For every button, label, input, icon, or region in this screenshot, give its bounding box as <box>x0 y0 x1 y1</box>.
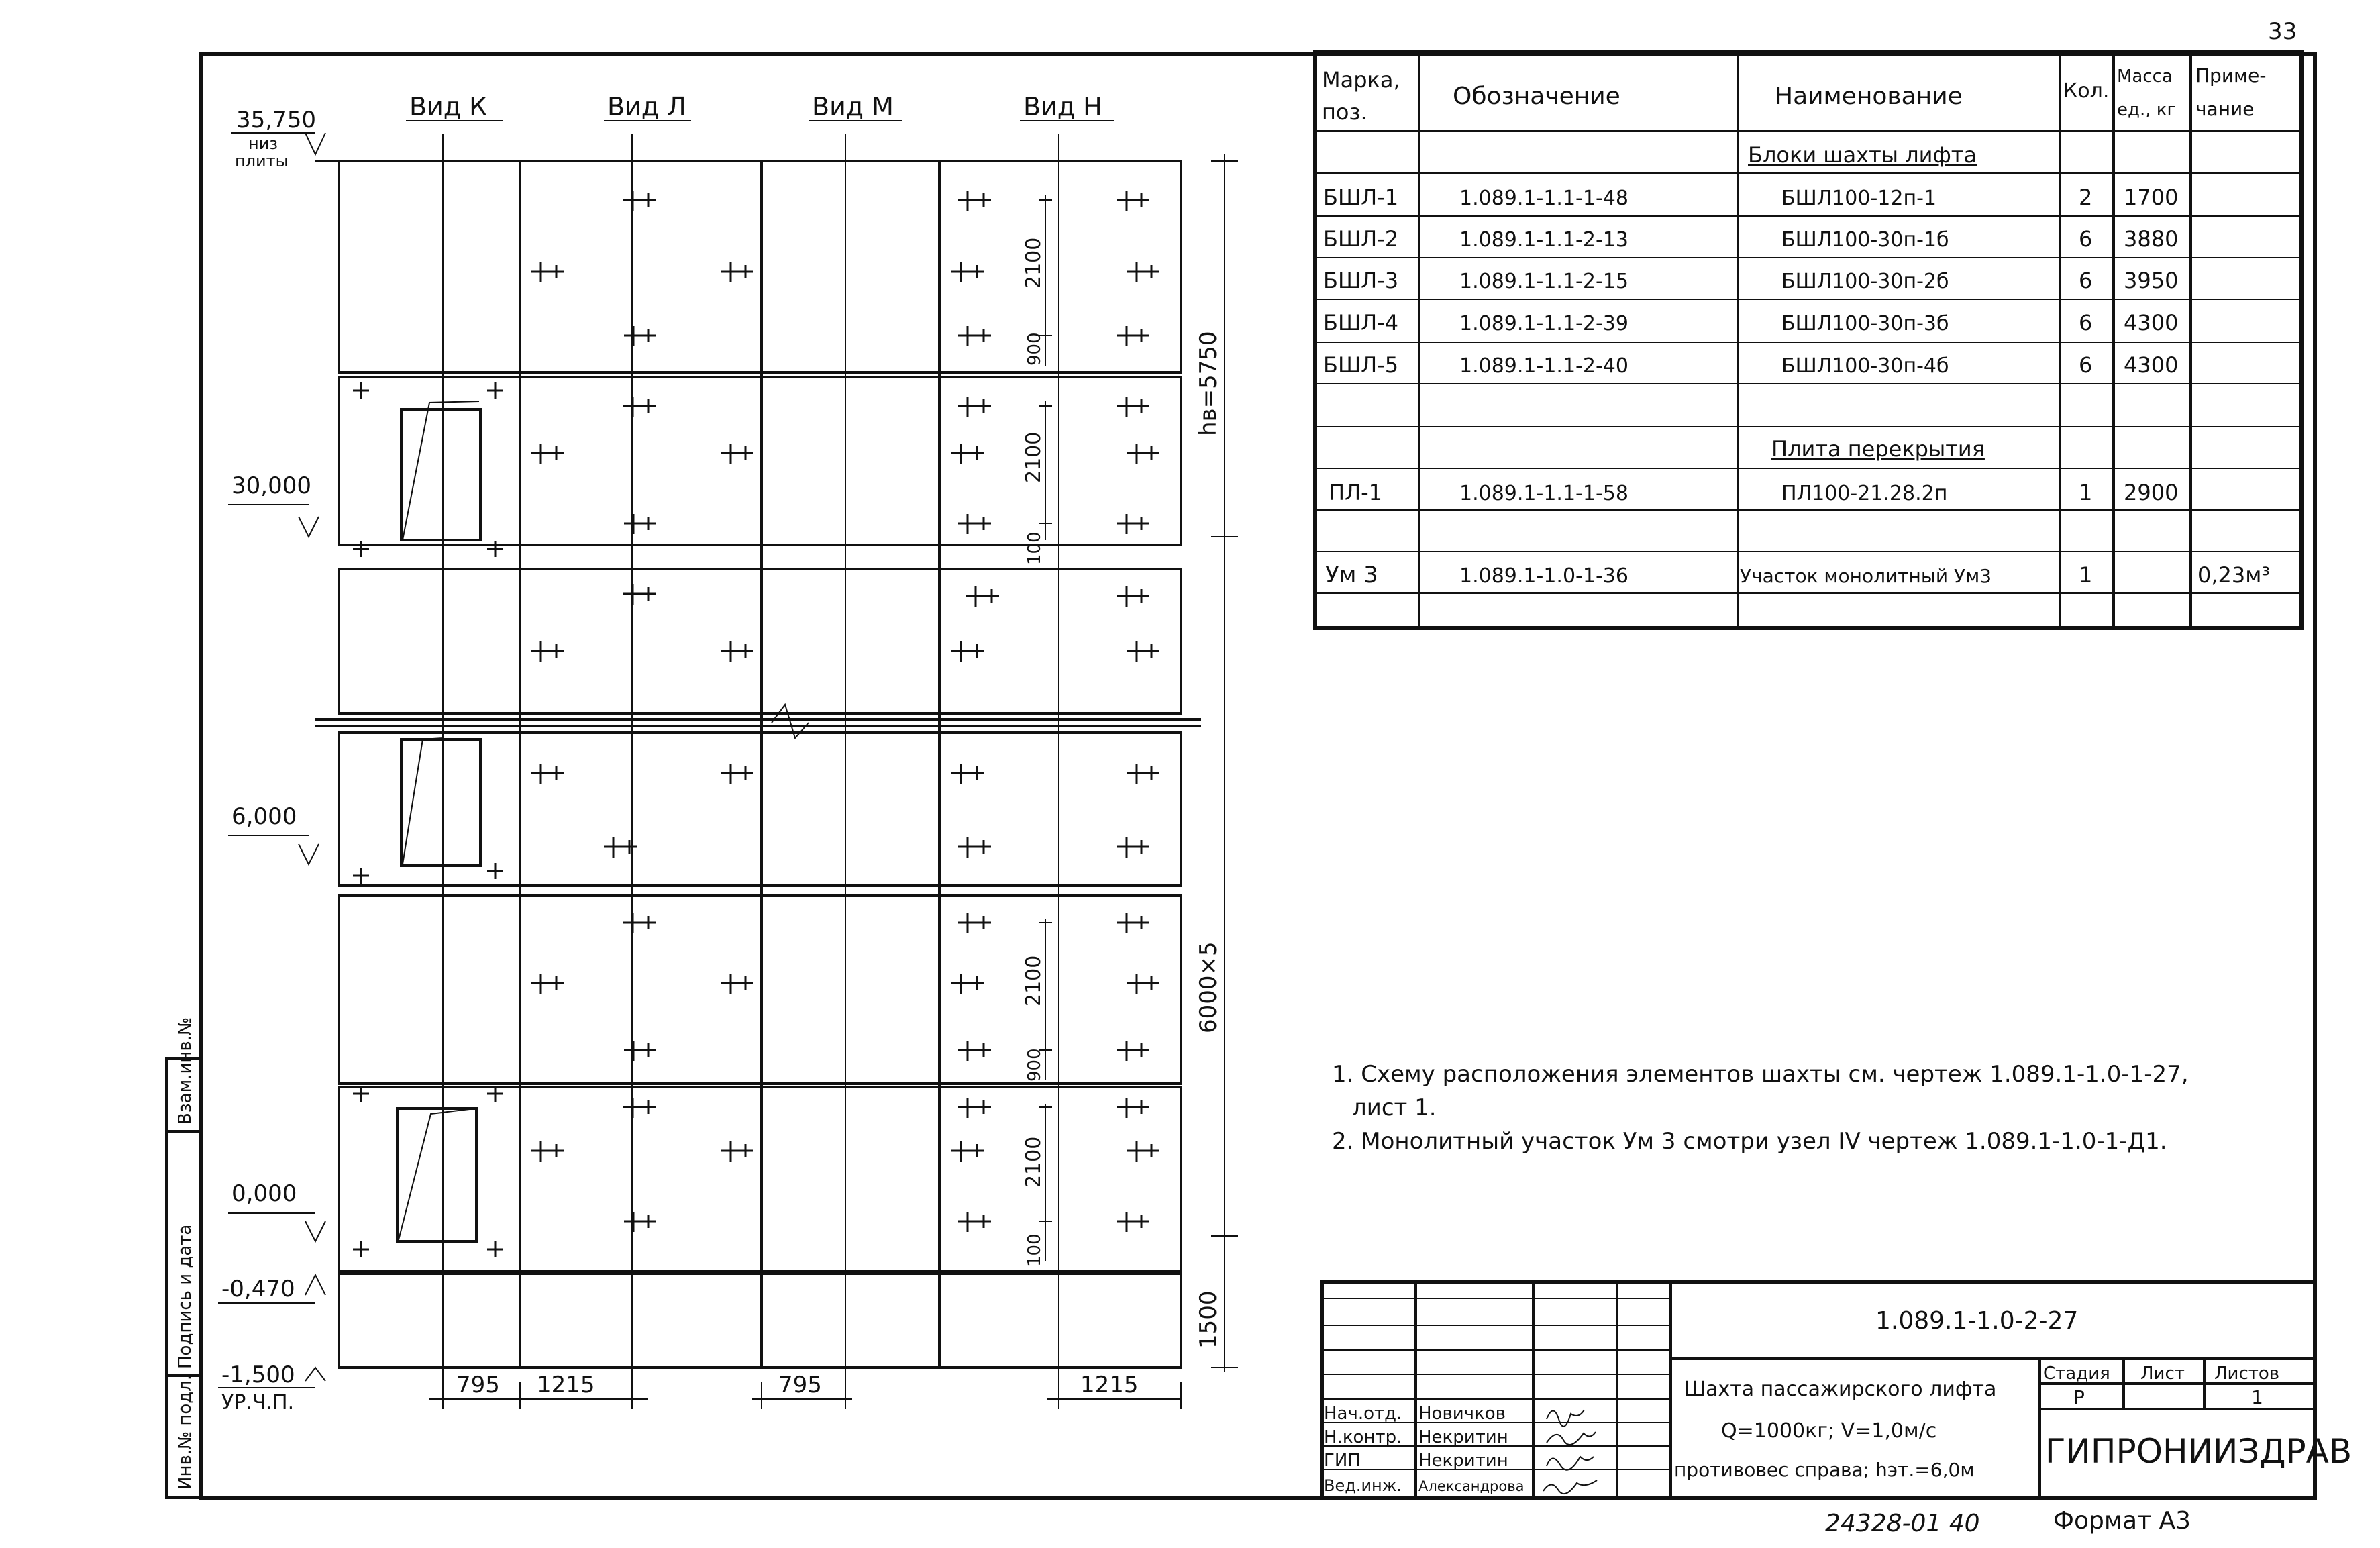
general-notes <box>1332 1061 2189 1155</box>
stamp-signature-date: Подпись и дата <box>175 1224 195 1369</box>
text-label: Участок монолитный Ум3 <box>1740 565 1992 587</box>
text-label: Новичков <box>1418 1404 1506 1424</box>
inner-dimensions <box>1022 195 1052 1267</box>
spec-header-note-2: чание <box>2195 98 2255 120</box>
text-label: Некритин <box>1418 1451 1508 1471</box>
text-label: БШЛ100-30п-4б <box>1781 354 1949 378</box>
spec-section-blocks: Блоки шахты лифта <box>1748 142 1977 168</box>
view-l-label: Вид Л <box>607 92 686 121</box>
view-n-label: Вид Н <box>1023 92 1102 121</box>
archive-number: 24328-01 40 <box>1825 1510 1980 1537</box>
text-label: БШЛ100-30п-2б <box>1781 270 1949 293</box>
view-headers <box>406 92 1114 121</box>
text-label: БШЛ-1 <box>1323 185 1399 210</box>
dim-100-row6: 100 <box>1025 1233 1045 1267</box>
elev-35750: 35,750 <box>236 107 316 134</box>
text-label: 2900 <box>2124 480 2179 505</box>
title-line-1: Шахта пассажирского лифта <box>1684 1378 1997 1401</box>
bottom-dimensions <box>429 1372 1181 1409</box>
text-label: 6 <box>2079 352 2093 378</box>
text-label: БШЛ100-30п-3б <box>1781 312 1949 336</box>
stage-value: Р <box>2073 1386 2085 1408</box>
text-label: 1.089.1-1.1-2-13 <box>1459 228 1628 252</box>
text-label: ПЛ100-21.28.2п <box>1781 482 1948 505</box>
dim-2100-row2: 2100 <box>1022 431 1045 483</box>
text-label: Александрова <box>1418 1478 1524 1494</box>
text-label: 6 <box>2079 310 2093 336</box>
elev-30000: 30,000 <box>231 472 311 499</box>
elev-minus-1500-note: УР.Ч.П. <box>221 1391 295 1414</box>
dim-1500: 1500 <box>1195 1290 1222 1349</box>
shaft-panels <box>315 134 1201 1409</box>
sheets-header: Листов <box>2214 1363 2280 1384</box>
stamp-vzam-inv: Взам.инв.№ <box>175 1017 195 1125</box>
signature-4 <box>1543 1480 1597 1494</box>
elevation-marks <box>218 107 339 1414</box>
signature-2 <box>1547 1432 1596 1445</box>
sheet-header: Лист <box>2140 1363 2185 1384</box>
dim-bottom-1215-a: 1215 <box>537 1372 595 1398</box>
dim-2100-row1: 2100 <box>1022 237 1045 289</box>
format-label: Формат А3 <box>2053 1507 2191 1535</box>
text-label: 3880 <box>2124 226 2179 252</box>
text-label: БШЛ100-30п-1б <box>1781 228 1949 252</box>
elev-0000: 0,000 <box>231 1180 297 1207</box>
spec-header-mass-2: ед., кг <box>2117 100 2177 120</box>
signature-1 <box>1547 1410 1584 1427</box>
elev-top-note-2: плиты <box>235 152 289 170</box>
text-label: БШЛ-4 <box>1323 310 1399 336</box>
stamp-inv-podl: Инв.№ подл. <box>175 1374 195 1490</box>
text-label: 1700 <box>2124 185 2179 210</box>
note-1-line-2: лист 1. <box>1352 1094 1437 1121</box>
view-m-label: Вид М <box>812 92 894 121</box>
elev-6000: 6,000 <box>231 803 297 830</box>
text-label: 1 <box>2079 562 2093 588</box>
spec-header-mark-2: поз. <box>1322 99 1367 125</box>
right-dimensions <box>1195 154 1238 1372</box>
corner-page-number: 33 <box>2268 18 2297 45</box>
stage-header: Стадия <box>2043 1363 2110 1384</box>
spec-section-slab: Плита перекрытия <box>1771 436 1985 462</box>
spec-header-mark-1: Марка, <box>1322 67 1400 93</box>
text-label: Вед.инж. <box>1324 1476 1402 1495</box>
text-label: Некритин <box>1418 1427 1508 1447</box>
text-label: ПЛ-1 <box>1329 480 1383 505</box>
text-label: ГИП <box>1324 1451 1361 1471</box>
title-block <box>1322 1282 2352 1498</box>
elev-top-note-1: низ <box>248 134 278 153</box>
text-label: 1.089.1-1.1-2-15 <box>1459 270 1628 293</box>
text-label: Н.контр. <box>1324 1427 1402 1447</box>
spec-header-name: Наименование <box>1775 83 1963 110</box>
spec-header-note-1: Приме- <box>2195 64 2267 87</box>
spec-header-designation: Обозначение <box>1453 83 1620 110</box>
elev-minus-1500: -1,500 <box>221 1361 295 1388</box>
dim-900-row1: 900 <box>1025 332 1045 366</box>
text-label: 1.089.1-1.1-2-39 <box>1459 312 1628 336</box>
text-label: 1.089.1-1.1-1-48 <box>1459 187 1628 210</box>
text-label: 6 <box>2079 226 2093 252</box>
text-label: Ум 3 <box>1325 562 1378 588</box>
spec-header-qty: Кол. <box>2063 79 2110 103</box>
text-label: 1.089.1-1.1-1-58 <box>1459 482 1628 505</box>
text-label: Нач.отд. <box>1324 1404 1402 1424</box>
title-line-2: Q=1000кг; V=1,0м/с <box>1721 1419 1937 1443</box>
text-label: 4300 <box>2124 310 2179 336</box>
text-label: БШЛ-2 <box>1323 226 1399 252</box>
text-label: 3950 <box>2124 268 2179 293</box>
dim-2100-row5: 2100 <box>1022 955 1045 1007</box>
dim-6000x5: 6000×5 <box>1195 941 1222 1033</box>
signature-3 <box>1547 1457 1594 1470</box>
text-label: 1 <box>2079 480 2093 505</box>
left-stamp <box>166 1017 201 1498</box>
dim-bottom-795-a: 795 <box>456 1372 500 1398</box>
text-label: 2 <box>2079 185 2093 210</box>
dim-bottom-1215-b: 1215 <box>1080 1372 1139 1398</box>
dim-bottom-795-b: 795 <box>778 1372 822 1398</box>
text-label: 0,23м³ <box>2197 562 2271 588</box>
title-line-3: противовес справа; hэт.=6,0м <box>1674 1459 1975 1481</box>
title-code: 1.089.1-1.0-2-27 <box>1875 1307 2079 1335</box>
text-label: 1.089.1-1.0-1-36 <box>1459 564 1628 588</box>
text-label: БШЛ100-12п-1 <box>1781 187 1937 210</box>
dim-900-row5: 900 <box>1025 1048 1045 1082</box>
text-label: 4300 <box>2124 352 2179 378</box>
sheets-value: 1 <box>2251 1386 2263 1408</box>
text-label: 6 <box>2079 268 2093 293</box>
text-label: БШЛ-5 <box>1323 352 1399 378</box>
text-label: БШЛ-3 <box>1323 268 1399 293</box>
dim-100-row2: 100 <box>1025 531 1045 565</box>
note-1-line-1: 1. Схему расположения элементов шахты см. чертеж 1.089.1-1.0-1-27, <box>1332 1061 2189 1088</box>
elev-minus-0470: -0,470 <box>221 1276 295 1302</box>
spec-header-mass-1: Масса <box>2117 66 2173 87</box>
note-2: 2. Монолитный участок Ум 3 смотри узел IV чертеж 1.089.1-1.0-1-Д1. <box>1332 1128 2167 1155</box>
view-k-label: Вид К <box>409 92 488 121</box>
dim-2100-row6: 2100 <box>1022 1136 1045 1188</box>
specification-table <box>1315 52 2301 628</box>
dim-hv-5750: hв=5750 <box>1195 331 1222 436</box>
text-label: 1.089.1-1.1-2-40 <box>1459 354 1628 378</box>
organization-name: ГИПРОНИИЗДРАВ <box>2045 1432 2352 1471</box>
